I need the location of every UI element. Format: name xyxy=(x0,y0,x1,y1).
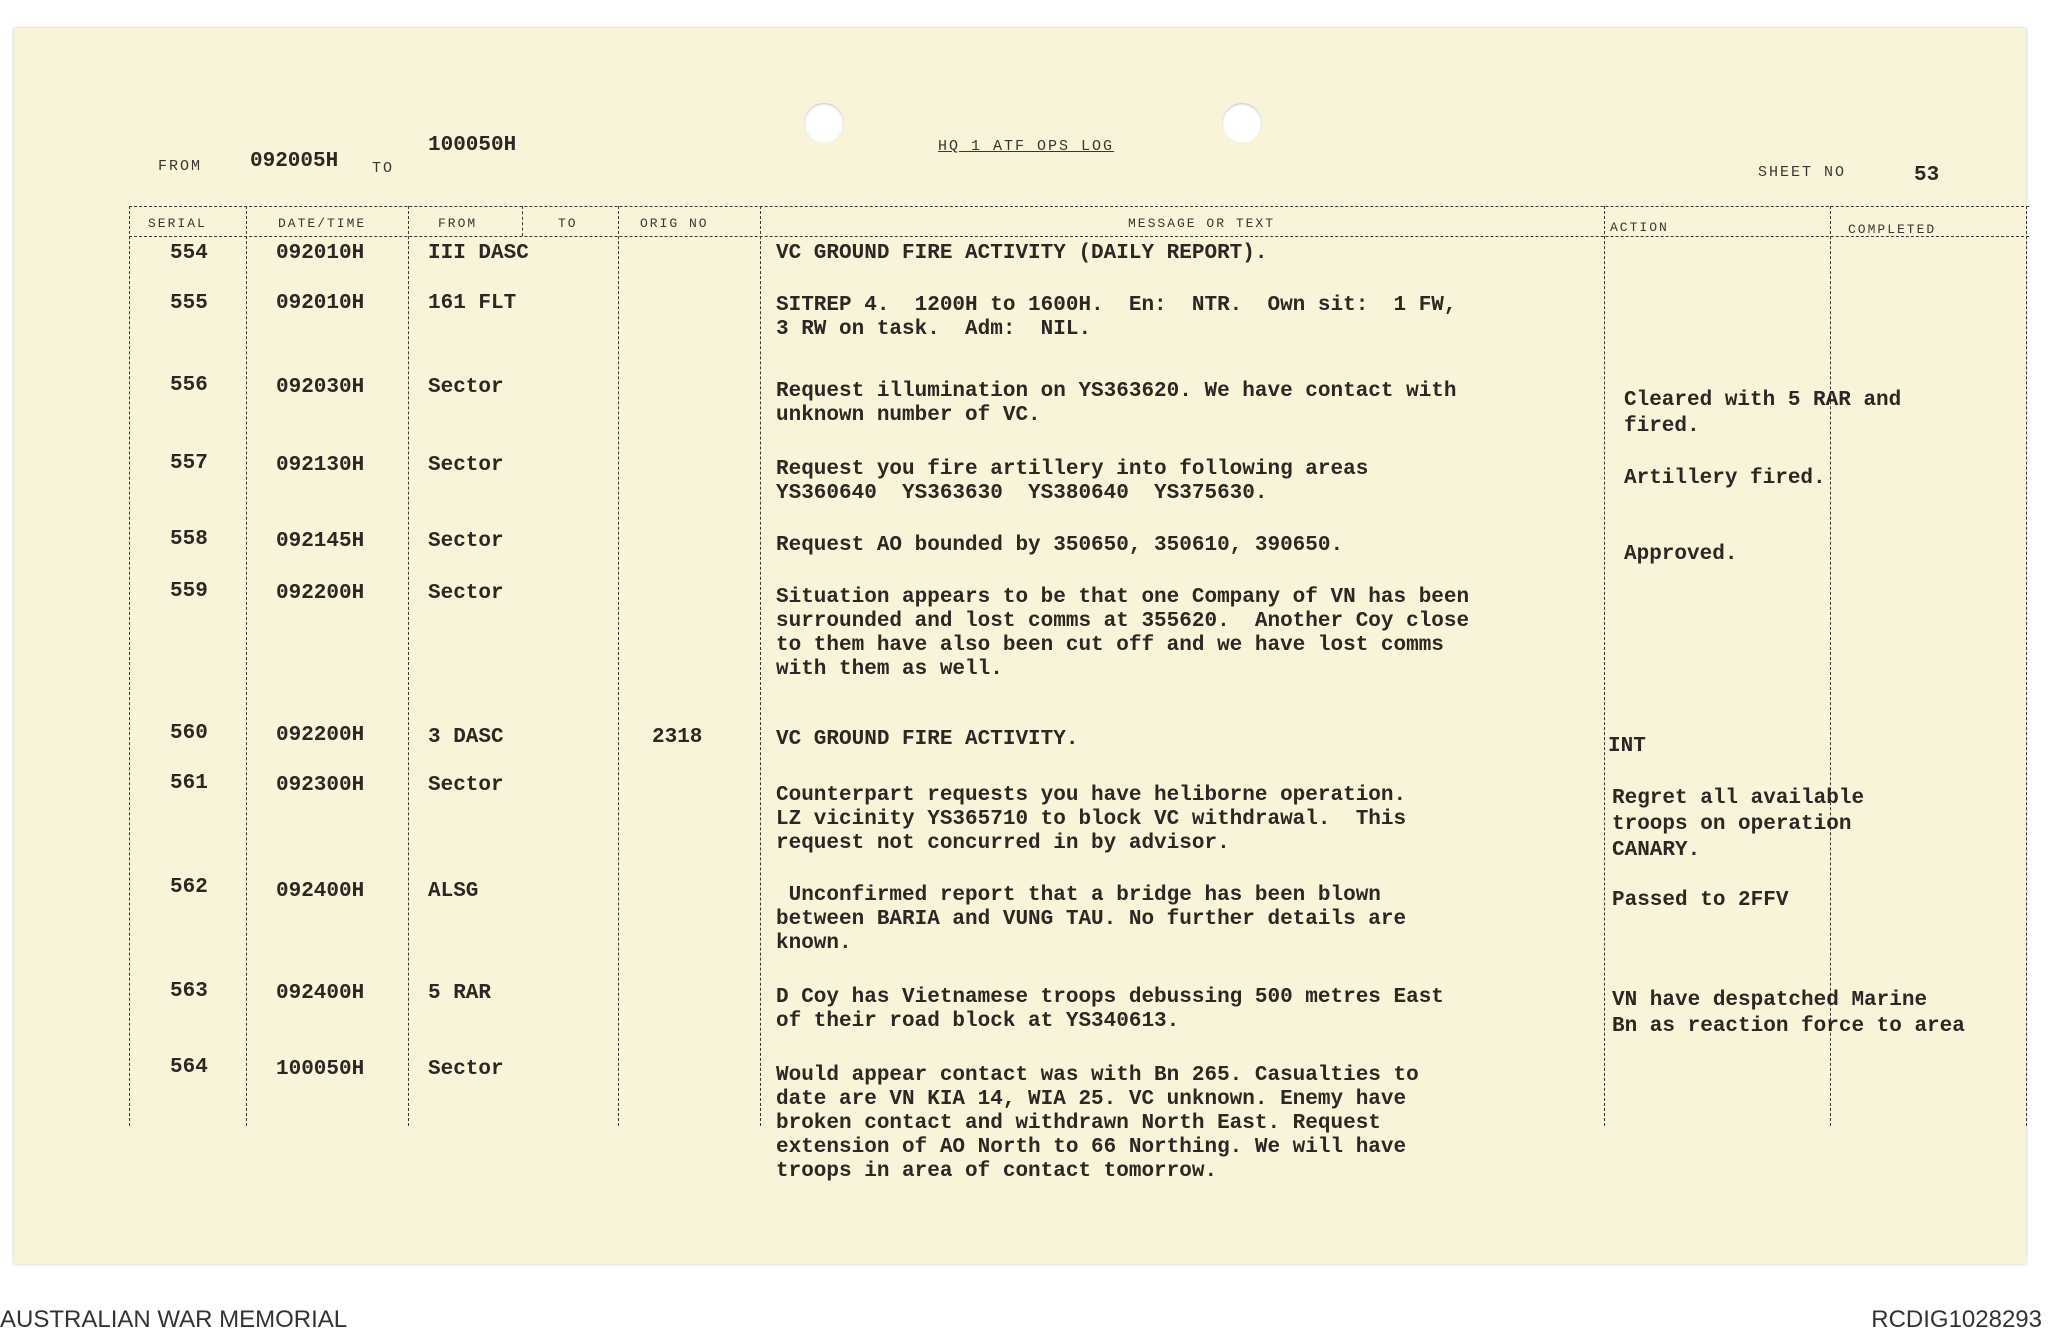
row-serial: 557 xyxy=(170,452,208,475)
footer-institution: AUSTRALIAN WAR MEMORIAL xyxy=(0,1306,348,1333)
row-action: Regret all available troops on operation CANARY. xyxy=(1612,787,1865,862)
row-message: VC GROUND FIRE ACTIVITY (DAILY REPORT). xyxy=(776,242,1268,265)
row-message: VC GROUND FIRE ACTIVITY. xyxy=(776,728,1079,751)
row-from: 161 FLT xyxy=(428,292,517,315)
row-from: 5 RAR xyxy=(428,982,492,1005)
row-message: D Coy has Vietnamese troops debussing 500 metres East of their road block at YS340613. xyxy=(776,986,1444,1033)
row-datetime: 092010H xyxy=(276,242,365,265)
col-rule xyxy=(129,206,130,1126)
row-datetime: 092300H xyxy=(276,774,365,797)
row-message: Request you fire artillery into following areas YS360640 YS363630 YS380640 YS375630. xyxy=(776,458,1369,505)
to-value: 100050H xyxy=(428,134,517,157)
row-datetime: 092200H xyxy=(276,724,365,747)
row-from: Sector xyxy=(428,582,504,605)
col-header-message: MESSAGE OR TEXT xyxy=(1128,216,1276,231)
col-rule xyxy=(618,206,619,1126)
sheet-number: 53 xyxy=(1914,164,1940,187)
row-action: Cleared with 5 RAR and fired. xyxy=(1624,389,1902,438)
col-header-to: TO xyxy=(558,216,578,231)
col-rule xyxy=(408,206,409,1126)
row-serial: 556 xyxy=(170,374,208,397)
col-header-action: ACTION xyxy=(1610,220,1669,235)
row-datetime: 092200H xyxy=(276,582,365,605)
row-datetime: 092010H xyxy=(276,292,365,315)
row-serial: 559 xyxy=(170,580,208,603)
col-header-from: FROM xyxy=(438,216,478,231)
row-serial: 561 xyxy=(170,772,208,795)
to-label: TO xyxy=(372,160,395,177)
row-orig-no: 2318 xyxy=(652,726,703,749)
row-serial: 560 xyxy=(170,722,208,745)
row-serial: 562 xyxy=(170,876,208,899)
row-action: VN have despatched Marine Bn as reaction force to area xyxy=(1612,989,1965,1038)
row-from: Sector xyxy=(428,530,504,553)
from-label: FROM xyxy=(158,158,203,175)
row-action: Passed to 2FFV xyxy=(1612,889,1789,912)
row-datetime: 100050H xyxy=(276,1058,365,1081)
col-header-serial: SERIAL xyxy=(148,216,207,231)
col-rule xyxy=(1604,206,1605,1126)
row-message: Request AO bounded by 350650, 350610, 390650. xyxy=(776,534,1344,557)
row-datetime: 092400H xyxy=(276,982,365,1005)
row-serial: 555 xyxy=(170,292,208,315)
row-serial: 563 xyxy=(170,980,208,1003)
row-from: Sector xyxy=(428,376,504,399)
row-message: Request illumination on YS363620. We have contact with unknown number of VC. xyxy=(776,380,1457,427)
row-datetime: 092130H xyxy=(276,454,365,477)
row-action: Approved. xyxy=(1624,543,1738,566)
table-header-rule xyxy=(129,236,2029,237)
sheet-label: SHEET NO xyxy=(1758,164,1847,181)
row-serial: 558 xyxy=(170,528,208,551)
punch-hole-right xyxy=(1222,103,1262,143)
col-rule xyxy=(2026,206,2027,1126)
from-value: 092005H xyxy=(250,150,339,173)
row-datetime: 092030H xyxy=(276,376,365,399)
col-rule xyxy=(522,206,523,236)
log-sheet xyxy=(14,28,2026,1264)
row-serial: 554 xyxy=(170,242,208,265)
row-from: Sector xyxy=(428,1058,504,1081)
col-rule xyxy=(246,206,247,1126)
col-rule xyxy=(760,206,761,1126)
row-serial: 564 xyxy=(170,1056,208,1079)
col-header-completed: COMPLETED xyxy=(1848,222,1937,237)
row-message: Unconfirmed report that a bridge has been blown between BARIA and VUNG TAU. No further details are known. xyxy=(776,884,1407,955)
row-message: Would appear contact was with Bn 265. Casualties to date are VN KIA 14, WIA 25. VC unknown. Enemy have broken contact and withdrawn North East. Request extension of AO North to 66 Northing. We will have troops in area of contact tomorrow. xyxy=(776,1064,1419,1183)
punch-hole-left xyxy=(804,103,844,143)
footer-record-id: RCDIG1028293 xyxy=(1871,1306,2042,1333)
row-datetime: 092145H xyxy=(276,530,365,553)
page-title: HQ 1 ATF OPS LOG xyxy=(938,138,1115,155)
row-datetime: 092400H xyxy=(276,880,365,903)
table-top-rule xyxy=(129,206,2029,207)
row-from: Sector xyxy=(428,774,504,797)
row-action: Artillery fired. xyxy=(1624,467,1826,490)
row-action: INT xyxy=(1608,735,1646,758)
row-message: SITREP 4. 1200H to 1600H. En: NTR. Own sit: 1 FW, 3 RW on task. Adm: NIL. xyxy=(776,294,1457,341)
row-from: 3 DASC xyxy=(428,726,504,749)
col-header-datetime: DATE/TIME xyxy=(278,216,367,231)
row-from: Sector xyxy=(428,454,504,477)
row-message: Counterpart requests you have heliborne operation. LZ vicinity YS365710 to block VC withdrawal. This request not concurred in by advisor. xyxy=(776,784,1407,855)
row-message: Situation appears to be that one Company of VN has been surrounded and lost comms at 355620. Another Coy close to them have also been cut off and we have lost comms with them as well. xyxy=(776,586,1470,681)
row-from: ALSG xyxy=(428,880,479,903)
col-header-orig-no: ORIG NO xyxy=(640,216,709,231)
row-from: III DASC xyxy=(428,242,529,265)
